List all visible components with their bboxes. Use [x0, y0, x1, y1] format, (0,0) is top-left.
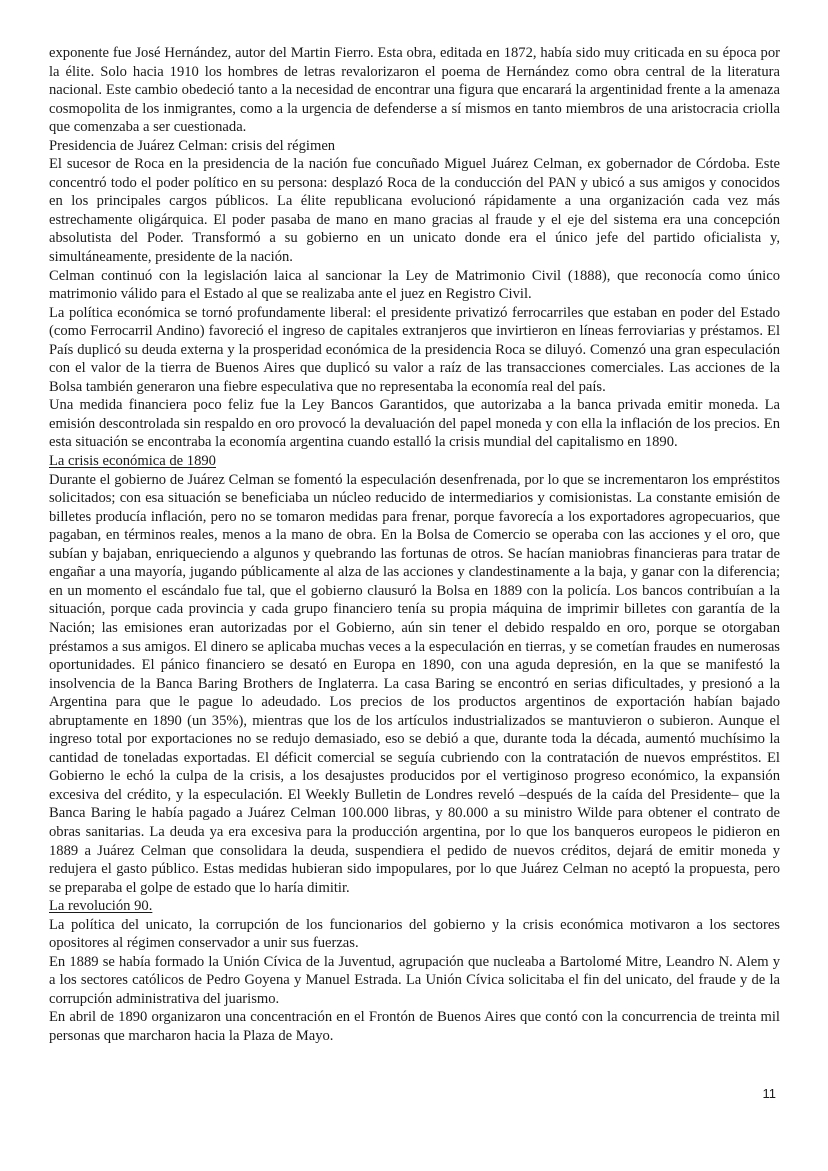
section-heading: La crisis económica de 1890 [49, 453, 216, 470]
document-body [49, 44, 780, 1046]
paragraph: La política del unicato, la corrupción de los funcionarios del gobierno y la crisis económica motivaron a los sectores opositores al régimen conservador a unir sus fuerzas. [49, 916, 780, 952]
paragraph: Durante el gobierno de Juárez Celman se fomentó la especulación desenfrenada, por lo que se incrementaron los empréstitos solicitados; con esa situación se beneficiaba un núcleo reducido de intermediarios y comisionistas. La constante emisión de billetes producía inflación, pero no se tomaron medidas para frenar, porque favorecía a los exportadores agropecuarios, que pagaban, en términos reales, menos a la mano de obra. En la Bolsa de Comercio se operaba con las acciones y el oro, que subían y bajaban, enriqueciendo a algunos y quebrando las fortunas de otros. Se hacían maniobras financieras para tratar de engañar a una mayoría, jugando públicamente al alza de las acciones y clandestinamente a la baja, y ganar con la diferencia; en un momento el escándalo fue tal, que el gobierno clausuró la Bolsa en 1889 con la policía. Los bancos contribuían a la situación, porque cada provincia y cada grupo financiero tenía su propia máquina de imprimir billetes con garantía de la Nación; las emisiones eran autorizadas por el Gobierno, aún sin tener el debido respaldo en oro, porque se otorgaban préstamos a sus amigos. El dinero se aplicaba muchas veces a la especulación en tierras, y se cometían fraudes en numerosas oportunidades. El pánico financiero se desató en Europa en 1890, con una aguda depresión, en la que se manifestó la insolvencia de la Banca Baring Brothers de Inglaterra. La casa Baring se encontró en serias dificultades, y presionó a la Argentina para que le pague lo adeudado. Los precios de los productos argentinos de exportación habían bajado abruptamente en 1890 (un 35%), mientras que los de los artículos industrializados se mantuvieron o subieron. Aunque el ingreso total por exportaciones no se redujo demasiado, eso se debió a que, durante toda la década, aumentó muchísimo la cantidad de toneladas exportadas. El déficit comercial se seguía cubriendo con la contratación de nuevos empréstitos. El Gobierno le echó la culpa de la crisis, a los desajustes producidos por el vertiginoso progreso económico, la expansión excesiva del crédito, y la especulación. El Weekly Bulletin de Londres reveló –después de la caída del Presidente– que la Banca Baring le había pagado a Juárez Celman 100.000 libras, y 80.000 a su ministro Wilde para obtener el contrato de obras sanitarias. La deuda ya era excesiva para la producción argentina, por lo que los banqueros europeos le pidieron en 1889 a Juárez Celman que consolidara la deuda, suspendiera el pedido de nuevos créditos, dejará de emitir moneda y redujera el gasto público. Estas medidas hubieran sido impopulares, por lo que Juárez Celman no aceptó la propuesta, pero se preparaba el golpe de estado que lo haría dimitir. [49, 471, 780, 896]
paragraph: En abril de 1890 organizaron una concentración en el Frontón de Buenos Aires que contó con la concurrencia de treinta mil personas que marcharon hacia la Plaza de Mayo. [49, 1009, 780, 1044]
page-number: 11 [762, 1086, 776, 1101]
paragraph: Celman continuó con la legislación laica al sancionar la Ley de Matrimonio Civil (1888), que reconocía como único matrimonio válido para el Estado al que se realizaba ante el juez en Registro Civil. [49, 267, 780, 303]
section-heading: Presidencia de Juárez Celman: crisis del régimen [49, 137, 336, 154]
paragraph: El sucesor de Roca en la presidencia de la nación fue concuñado Miguel Juárez Celman, ex gobernador de Córdoba. Este concentró todo el poder político en su persona: desplazó Roca de la conducción del PAN y ubicó a sus amigos y conocidos en los principales cargos públicos. La élite republicana evolucionó rápidamente a una organización cada vez más estrechamente oligárquica. El poder pasaba de mano en mano gracias al fraude y el eje del sistema era una concepción absolutista del Poder. Transformó a su gobierno en un unicato donde era el único jefe del partido oficialista y, simultáneamente, presidente de la nación. [49, 156, 780, 266]
paragraph: exponente fue José Hernández, autor del Martin Fierro. Esta obra, editada en 1872, había sido muy criticada en su época por la élite. Solo hacia 1910 los hombres de letras revalorizaron el poema de Hernández como obra central de la literatura nacional. Este cambio obedeció tanto a la necesidad de encontrar una figura que encarará la argentinidad frente a la amenaza cosmopolita de los inmigrantes, como a la urgencia de defenderse a sí mismos en tanto miembros de una aristocracia criolla que comenzaba a ser cuestionada. [49, 45, 780, 136]
paragraph: Una medida financiera poco feliz fue la Ley Bancos Garantidos, que autorizaba a la banca privada emitir moneda. La emisión descontrolada sin respaldo en oro provocó la devaluación del papel moneda y con ella la inflación de los precios. En esta situación se encontraba la economía argentina cuando estalló la crisis mundial del capitalismo en 1890. [49, 397, 780, 451]
paragraph: La política económica se tornó profundamente liberal: el presidente privatizó ferrocarriles que estaban en poder del Estado (como Ferrocarril Andino) favoreció el ingreso de capitales extranjeros que invirtieron en líneas ferroviarias y préstamos. El País duplicó su deuda externa y la prosperidad económica de la presidencia Roca se diluyó. Comenzó una gran especulación con el valor de la tierra de Buenos Aires que duplicó su valor a raíz de las transacciones comerciales. Las acciones de la Bolsa también generaron una fiebre especulativa que no representaba la economía real del país. [49, 304, 780, 395]
section-heading: La revolución 90. [49, 898, 153, 915]
paragraph: En 1889 se había formado la Unión Cívica de la Juventud, agrupación que nucleaba a Bartolomé Mitre, Leandro N. Alem y a los sectores católicos de Pedro Goyena y Manuel Estrada. La Unión Cívica solicitaba el fin del unicato, del fraude y de la corrupción administrativa del juarismo. [49, 953, 780, 1007]
